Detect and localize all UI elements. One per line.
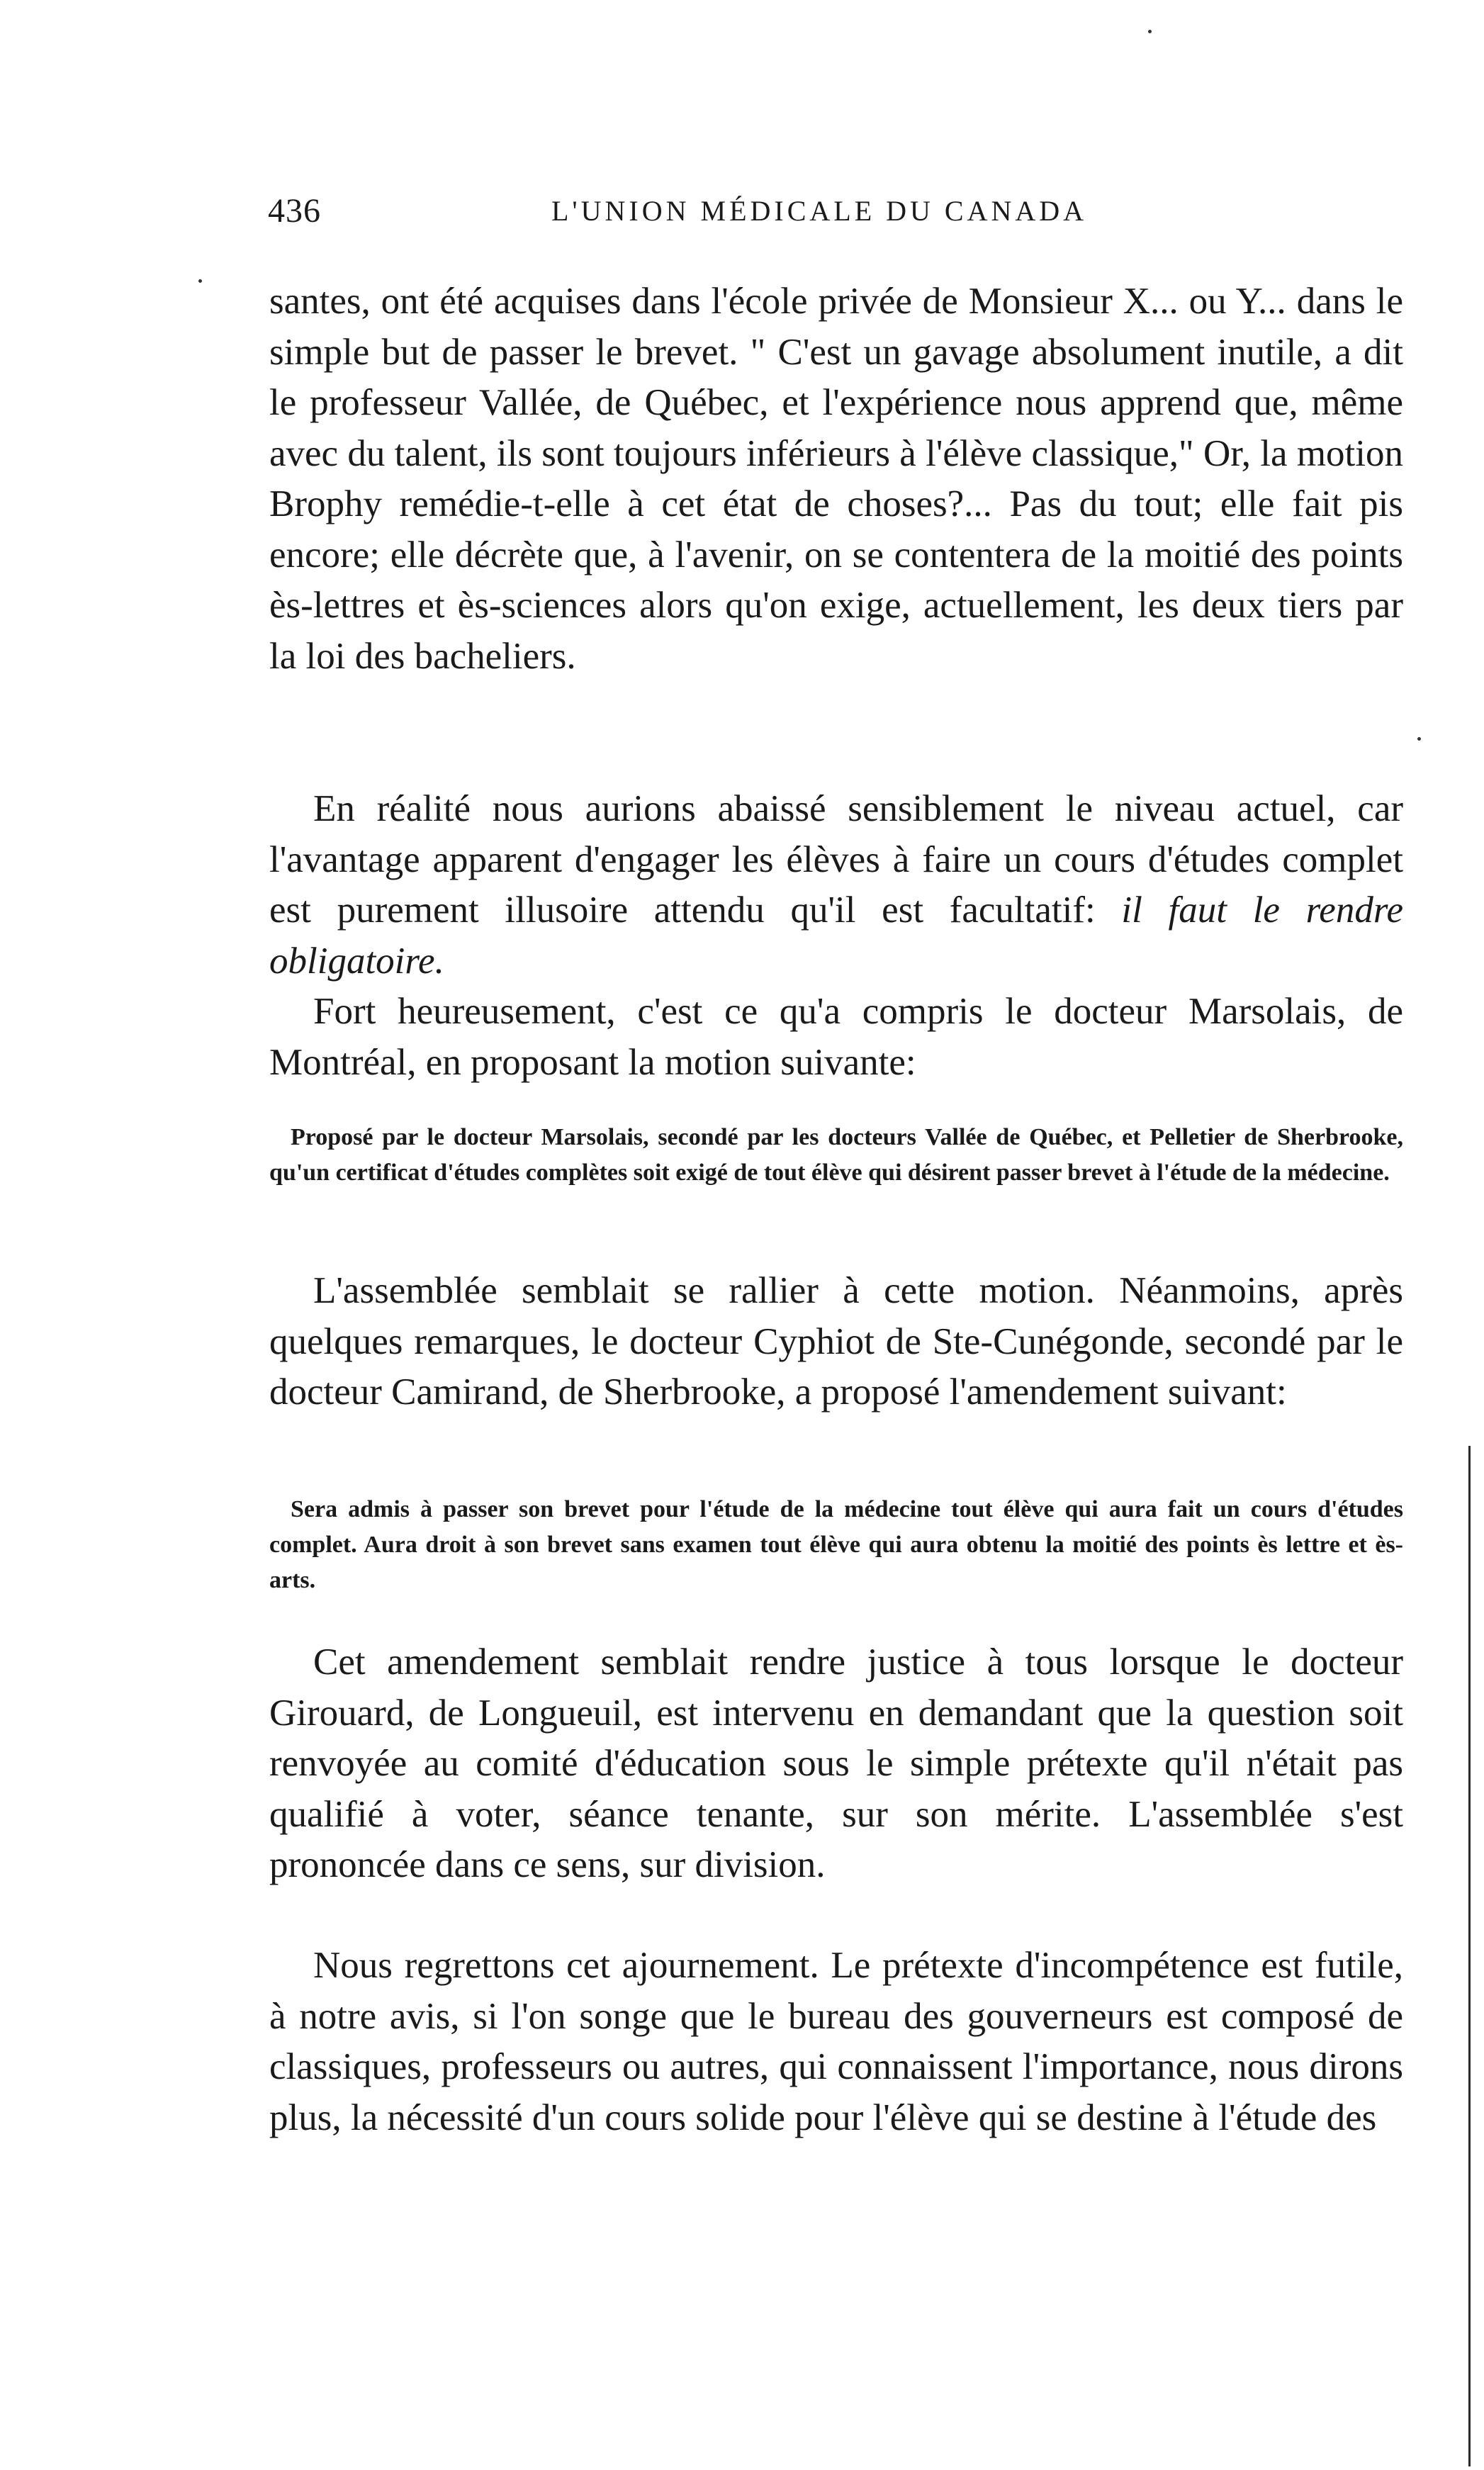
paragraph-2-emphasis: il faut le rendre obligatoire. <box>269 889 1404 982</box>
scan-speck <box>1417 737 1421 741</box>
scan-margin-rule <box>1468 1446 1471 2466</box>
paragraph-2 <box>269 784 1403 987</box>
paragraph-6: Nous regrettons cet ajournement. Le prétexte d'incompétence est futile, à notre avis, si l'on songe que le bureau des gouverneurs est composé de classiques, professeurs ou autres, qui connaissent l'importance, nous dirons plus, la nécessité d'un cours solide pour l'élève qui se destine à l'étude des <box>269 1945 1403 2138</box>
scan-speck <box>198 279 202 283</box>
paragraph-2-text: En réalité nous aurions abaissé sensiblement le niveau actuel, car l'avantage apparent d'engager les élèves à faire un cours d'études complet est purement illusoire attendu qu'il est facultatif: <box>269 788 1403 931</box>
paragraph-3: Fort heureusement, c'est ce qu'a compris le docteur Marsolais, de Montréal, en proposant la motion suivante: <box>269 991 1403 1083</box>
running-title: L'UNION MÉDICALE DU CANADA <box>551 195 1088 227</box>
paragraph-1: santes, ont été acquises dans l'école privée de Monsieur X... ou Y... dans le simple but de passer le brevet. " C'est un gavage absolument inutile, a dit le professeur Vallée, de Québec, et l'expérience nous apprend que, même avec du talent, ils sont toujours inférieurs à l'élève classique," Or, la motion Brophy remédie-t-elle à cet état de choses?... Pas du tout; elle fait pis encore; elle décrète que, à l'avenir, on se contentera de la moitié des points ès-lettres et ès-sciences alors qu'on exige, actuellement, les deux tiers par la loi des bacheliers. <box>269 281 1403 677</box>
amendment-cyphiot: Sera admis à passer son brevet pour l'étude de la médecine tout élève qui aura fait un cours d'études complet. Aura droit à son brevet sans examen tout élève qui aura obtenu la moitié des points ès lettre et ès-arts. <box>269 1496 1403 1593</box>
page-header <box>268 191 1402 248</box>
paragraph-5: Cet amendement semblait rendre justice à tous lorsque le docteur Girouard, de Longueuil, est intervenu en demandant que la question soit renvoyée au comité d'éducation sous le simple prétexte qu'il n'était pas qualifié à voter, séance tenante, sur son mérite. L'assemblée s'est prononcée dans ce sens, sur division. <box>269 1641 1403 1885</box>
motion-marsolais: Proposé par le docteur Marsolais, secondé par les docteurs Vallée de Québec, et Pelletier de Sherbrooke, qu'un certificat d'études complètes soit exigé de tout élève qui désirent passer brevet à l'étude de la médecine. <box>269 1124 1403 1186</box>
page-number: 436 <box>268 192 321 230</box>
paragraph-4: L'assemblée semblait se rallier à cette motion. Néanmoins, après quelques remarques, le docteur Cyphiot de Ste-Cunégonde, secondé par le docteur Camirand, de Sherbrooke, a proposé l'amendement suivant: <box>269 1270 1403 1413</box>
scan-speck <box>1148 30 1152 33</box>
